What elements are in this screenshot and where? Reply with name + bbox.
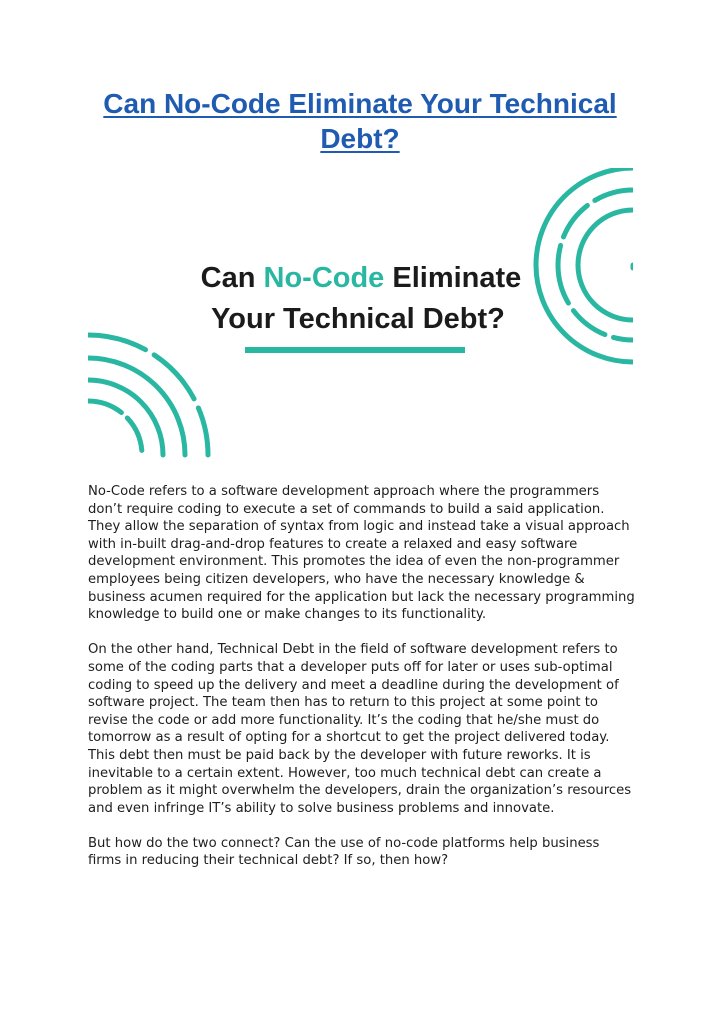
document-title-link[interactable]: Can No-Code Eliminate Your Technical Debt? bbox=[103, 88, 617, 154]
paragraph-connection-question: But how do the two connect? Can the use of no-code platforms help business firms in reducing their technical debt? If so, then how? bbox=[88, 835, 600, 869]
article-body bbox=[88, 483, 636, 888]
decorative-arcs-bottom-left bbox=[88, 335, 208, 455]
paragraph-no-code-definition: No-Code refers to a software development approach where the programmers don’t require coding to execute a set of commands to build a said application. They allow the separation of syntax from logic and instead take a visual approach with in-built drag-and-drop features to create a relaxed and easy software development environment. This promotes the idea of even the non-programmer employees being citizen developers, who have the necessary knowledge & business acumen required for the application but lack the necessary programming knowledge to build one or make changes to its functionality. bbox=[88, 484, 635, 623]
hero-banner-image bbox=[88, 168, 633, 458]
decorative-arcs-top-right bbox=[536, 168, 633, 362]
hero-headline-line1: Can No-Code Eliminate bbox=[200, 262, 522, 294]
hero-headline-line2: Your Technical Debt? bbox=[211, 303, 505, 335]
paragraph-technical-debt-definition: On the other hand, Technical Debt in the field of software development refers to some of the coding parts that a developer puts off for later or uses sub-optimal coding to speed up the delivery and meet a deadline during the development of software project. The team then has to return to this project at some point to revise the code or add more functionality. It’s the coding that he/she must do tomorrow as a result of opting for a shortcut to get the project delivered today. This debt then must be paid back by the developer with future reworks. It is inevitable to a certain extent. However, too much technical debt can create a problem as it might overwhelm the developers, drain the organization’s resources and even infringe IT’s ability to solve business problems and innovate. bbox=[88, 642, 632, 816]
hero-underline-bar bbox=[245, 347, 465, 353]
